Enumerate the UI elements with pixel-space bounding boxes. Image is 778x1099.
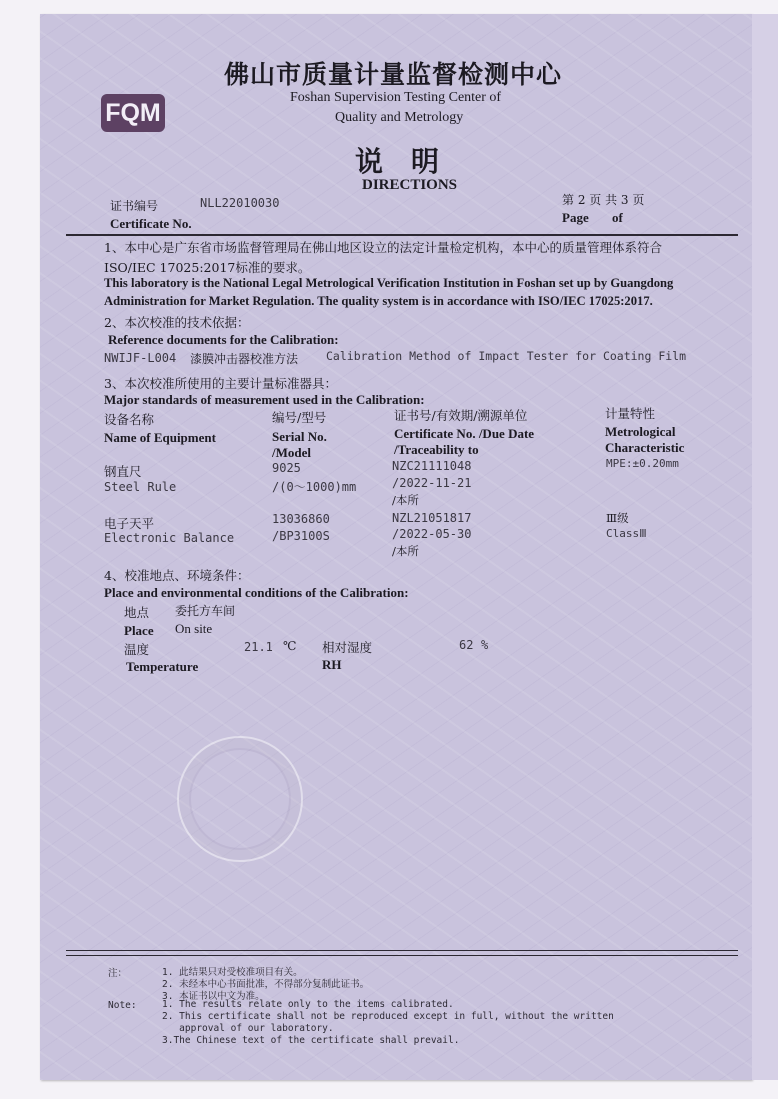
rh-unit: % <box>481 638 489 652</box>
temperature-label-cn: 温度 <box>124 642 150 657</box>
notes-divider-bottom <box>66 955 738 956</box>
rh-label-en: RH <box>322 657 342 672</box>
rh-value: 62 <box>459 638 474 652</box>
row2-traceability: /本所 <box>392 544 419 558</box>
section3-heading-cn: 3、本次校准所使用的主要计量标准器具： <box>104 376 337 391</box>
temperature-unit: ℃ <box>283 639 297 653</box>
row1-certificate: NZC21111048 <box>392 459 472 473</box>
section1-text-en-1: This laboratory is the National Legal Metrological Verification Institution in Foshan set up by Guangdong <box>104 276 674 290</box>
reference-doc-code: NWIJF-L004 <box>104 351 177 365</box>
org-name-en-line2: Quality and Metrology <box>335 110 464 125</box>
certificate-label-cn: 证书编号 <box>110 199 159 213</box>
col-header-en-characteristic-2: Characteristic <box>605 440 685 455</box>
place-label-cn: 地点 <box>124 605 150 620</box>
row1-serial: 9025 <box>272 461 301 475</box>
col-header-cn-serial: 编号/型号 <box>272 410 327 425</box>
col-header-cn-equipment: 设备名称 <box>104 412 155 427</box>
col-header-en-certificate-2: /Traceability to <box>394 442 479 457</box>
col-header-en-characteristic-1: Metrological <box>605 424 676 439</box>
note-cn-3: 3. 本证书以中文为准。 <box>162 991 265 1002</box>
temperature-label-en: Temperature <box>126 659 199 674</box>
col-header-en-serial-1: Serial No. <box>272 429 327 444</box>
temperature-value: 21.1 <box>244 640 273 654</box>
row1-characteristic: MPE:±0.20mm <box>606 457 679 470</box>
section3-heading-en: Major standards of measurement used in the Calibration: <box>104 392 425 407</box>
section1-text-cn-2: ISO/IEC 17025:2017标准的要求。 <box>104 260 311 275</box>
section1-text-en-2: Administration for Market Regulation. The quality system is in accordance with ISO/IEC 17025:2017. <box>104 294 653 308</box>
row1-due-date: /2022-11-21 <box>392 476 472 490</box>
org-name-en-line1: Foshan Supervision Testing Center of <box>290 90 502 105</box>
row2-characteristic-cn: Ⅲ级 <box>606 511 629 525</box>
reference-doc-cn: 漆膜冲击器校准方法 <box>190 352 299 366</box>
row1-traceability: /本所 <box>392 493 419 507</box>
certificate-number: NLL22010030 <box>200 196 280 210</box>
notes-divider-top <box>66 950 738 951</box>
rh-label-cn: 相对湿度 <box>322 640 373 655</box>
reference-doc-en: Calibration Method of Impact Tester for Coating Film <box>326 349 687 363</box>
directions-title-en: DIRECTIONS <box>362 177 458 193</box>
section2-heading-cn: 2、本次校准的技术依据： <box>104 315 250 330</box>
row2-certificate: NZL21051817 <box>392 511 472 525</box>
certificate-label-en: Certificate No. <box>110 216 192 231</box>
note-cn-1: 1. 此结果只对受校准项目有关。 <box>162 967 303 978</box>
col-header-en-certificate-1: Certificate No. /Due Date <box>394 426 535 441</box>
notes-label-en: Note: <box>108 1000 137 1011</box>
col-header-cn-characteristic: 计量特性 <box>605 406 656 421</box>
header-divider <box>66 234 738 236</box>
of-label-en: of <box>612 210 623 225</box>
row1-name-cn: 钢直尺 <box>104 464 142 479</box>
next-page-edge <box>752 14 778 1080</box>
col-header-en-serial-2: /Model <box>272 445 311 460</box>
section1-text-cn-1: 1、本中心是广东省市场监督管理局在佛山地区设立的法定计量检定机构，本中心的质量管理体系符合 <box>104 240 662 255</box>
page-indicator-cn: 第 2 页 共 3 页 <box>562 193 645 207</box>
row1-model: /(0～1000)mm <box>272 480 357 494</box>
notes-label-cn: 注： <box>108 968 128 979</box>
row2-serial: 13036860 <box>272 512 330 526</box>
note-en-1: 1. The results relate only to the items calibrated. <box>162 999 454 1010</box>
row2-model: /BP3100S <box>272 529 330 543</box>
fqm-logo: FQM <box>101 94 165 132</box>
note-en-2-continued: approval of our laboratory. <box>162 1023 334 1034</box>
place-value-en: On site <box>175 621 213 636</box>
section2-heading-en: Reference documents for the Calibration: <box>108 332 339 347</box>
section4-heading-cn: 4、校准地点、环境条件： <box>104 568 250 583</box>
row2-name-cn: 电子天平 <box>104 516 155 531</box>
place-value-cn: 委托方车间 <box>175 604 236 618</box>
row2-characteristic-en: ClassⅢ <box>606 527 647 540</box>
embossed-seal <box>177 736 303 862</box>
row1-name-en: Steel Rule <box>104 480 177 494</box>
note-cn-2: 2. 未经本中心书面批准，不得部分复制此证书。 <box>162 979 370 990</box>
org-name-cn: 佛山市质量计量监督检测中心 <box>224 60 563 89</box>
row2-name-en: Electronic Balance <box>104 531 235 545</box>
place-label-en: Place <box>124 623 154 638</box>
note-en-2: 2. This certificate shall not be reproduced except in full, without the written <box>162 1011 614 1022</box>
row2-due-date: /2022-05-30 <box>392 527 472 541</box>
section4-heading-en: Place and environmental conditions of the Calibration: <box>104 585 409 600</box>
directions-title-cn: 说明 <box>355 145 468 178</box>
col-header-en-equipment: Name of Equipment <box>104 430 216 445</box>
page-label-en: Page <box>562 210 589 225</box>
note-en-3: 3.The Chinese text of the certificate shall prevail. <box>162 1035 460 1046</box>
col-header-cn-certificate: 证书号/有效期/溯源单位 <box>394 408 528 423</box>
